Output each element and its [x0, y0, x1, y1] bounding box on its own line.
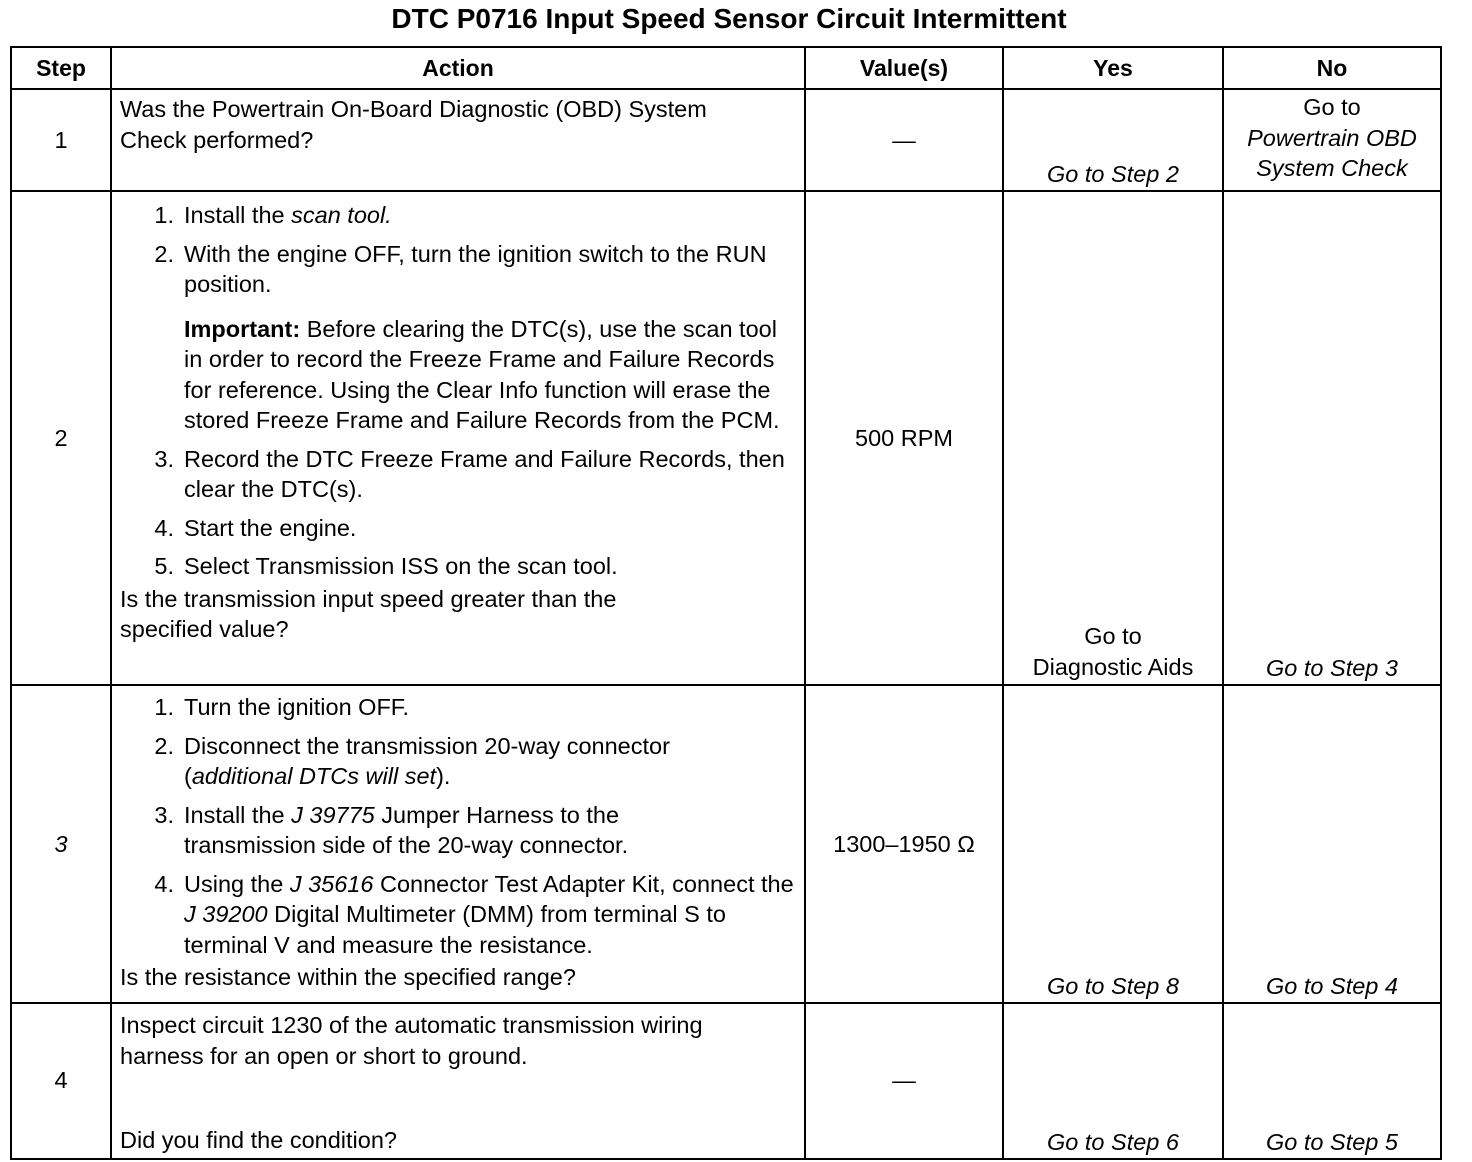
- yes-link[interactable]: Go to Step 6: [1047, 1128, 1179, 1155]
- no-link[interactable]: Go to Step 4: [1266, 973, 1398, 999]
- step-list: [120, 200, 796, 300]
- header-action: Action: [111, 47, 805, 89]
- action-cell: [111, 89, 805, 191]
- no-link[interactable]: Powertrain OBD System Check: [1247, 124, 1417, 181]
- no-link[interactable]: Go to Step 3: [1266, 655, 1398, 681]
- value-cell: —: [805, 89, 1003, 191]
- question-text: Is the resistance within the specified range?: [120, 964, 576, 990]
- table-header-row: [11, 47, 1441, 89]
- no-cell: [1223, 685, 1441, 1003]
- table-row-step-3: [11, 685, 1441, 1003]
- list-item: 4. Start the engine.: [154, 514, 357, 541]
- list-item: 2. With the engine OFF, turn the ignition switch to the RUN position.: [154, 240, 767, 297]
- no-link[interactable]: Go to Step 5: [1266, 1128, 1398, 1155]
- action-cell: [111, 685, 805, 1003]
- list-item: 1. Install the scan tool.: [154, 202, 392, 228]
- header-yes: Yes: [1003, 47, 1223, 89]
- no-cell: [1223, 89, 1441, 191]
- list-item: 2. Disconnect the transmission 20-way connector (additional DTCs will set).: [154, 732, 670, 789]
- action-cell: [111, 1003, 805, 1159]
- important-text: Before clearing the DTC(s), use the scan tool in order to record the Freeze Frame and Failure Records for reference. Using the Clear Info function will erase the stored Freeze Frame and Failure Records from the PCM.: [184, 315, 780, 433]
- list-item: 4. Using the J 35616 Connector Test Adapter Kit, connect the J 39200 Digital Multimeter (DMM) from terminal S to terminal V and measure the resistance.: [154, 870, 794, 958]
- header-step: Step: [11, 47, 111, 89]
- step-list: [120, 692, 796, 960]
- page-title: DTC P0716 Input Speed Sensor Circuit Intermittent: [391, 3, 1067, 34]
- tool-name: scan tool.: [291, 202, 392, 228]
- step-number: 2: [11, 191, 111, 685]
- tool-name: J 39775: [291, 801, 375, 828]
- table-row-step-4: [11, 1003, 1441, 1159]
- no-go-to: Go to: [1303, 94, 1361, 120]
- value-cell: 1300–1950 Ω: [805, 685, 1003, 1003]
- yes-link[interactable]: Go to Step 2: [1047, 161, 1179, 187]
- list-item: 5. Select Transmission ISS on the scan tool.: [154, 553, 618, 579]
- yes-cell: [1003, 191, 1223, 685]
- yes-cell: [1003, 1003, 1223, 1159]
- yes-go-to: Go to: [1084, 623, 1142, 649]
- no-cell: [1223, 1003, 1441, 1159]
- header-values: Value(s): [805, 47, 1003, 89]
- step-number: 3: [11, 685, 111, 1003]
- important-note: [184, 314, 796, 436]
- question-text: Did you find the condition?: [120, 1127, 397, 1153]
- yes-link[interactable]: Go to Step 8: [1047, 973, 1179, 999]
- list-item: 3. Record the DTC Freeze Frame and Failure Records, then clear the DTC(s).: [154, 445, 785, 502]
- table-row-step-2: [11, 191, 1441, 685]
- yes-cell: [1003, 685, 1223, 1003]
- tool-name: J 39200: [184, 901, 268, 927]
- action-text: Inspect circuit 1230 of the automatic transmission wiring harness for an open or short to ground.: [120, 1012, 703, 1069]
- diagnostic-table: [10, 46, 1442, 1160]
- important-label: Important:: [184, 315, 301, 342]
- tool-name: J 35616: [289, 870, 374, 897]
- step-list: [120, 444, 796, 582]
- value-cell: —: [805, 1003, 1003, 1159]
- yes-link[interactable]: Diagnostic Aids: [1032, 653, 1194, 680]
- table-row-step-1: [11, 89, 1441, 191]
- question-text: Is the transmission input speed greater than the specified value?: [120, 585, 617, 642]
- no-cell: [1223, 191, 1441, 685]
- value-cell: 500 RPM: [805, 191, 1003, 685]
- action-cell: [111, 191, 805, 685]
- list-item: 3. Install the J 39775 Jumper Harness to the transmission side of the 20-way connector.: [154, 801, 629, 858]
- yes-cell: [1003, 89, 1223, 191]
- action-text: Was the Powertrain On-Board Diagnostic (OBD) System Check performed?: [120, 96, 707, 153]
- step-number: 1: [11, 89, 111, 191]
- list-item: 1. Turn the ignition OFF.: [154, 694, 410, 720]
- step-number: 4: [11, 1003, 111, 1159]
- header-no: No: [1223, 47, 1441, 89]
